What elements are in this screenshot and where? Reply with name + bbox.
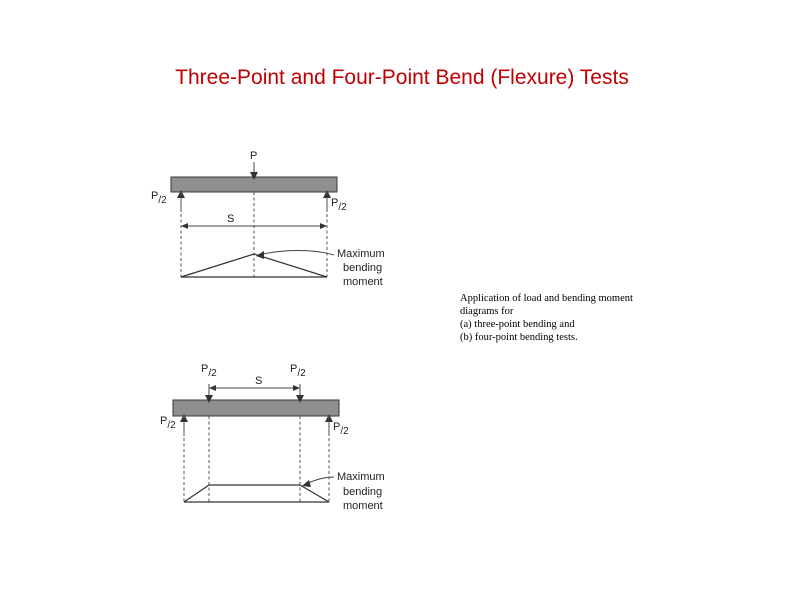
caption-line-4: (b) four-point bending tests. [460,332,578,343]
span-label-a: S [227,213,235,225]
left-load-label-b: P/2 [201,363,217,379]
right-load-label-b: P/2 [290,363,306,379]
slide-title: Three-Point and Four-Point Bend (Flexure) Tests [175,66,629,89]
right-support-label-b: P/2 [333,421,349,437]
right-support-label-a: P/2 [331,197,347,213]
moment-label-b-line3: moment [343,500,383,512]
span-arrowhead-right-b [293,385,300,391]
moment-label-a-line3: moment [343,276,383,288]
span-arrowhead-left-b [209,385,216,391]
moment-label-a-line2: bending [343,262,383,274]
moment-trapezoid-b [184,485,329,502]
load-label-a: P [250,150,258,162]
caption-line-1: Application of load and bending moment [460,293,633,304]
moment-label-b-line1: Maximum [337,471,385,483]
span-label-b: S [255,375,263,387]
beam-b [173,400,339,416]
caption-line-3: (a) three-point bending and [460,319,575,330]
left-support-label-b: P/2 [160,415,176,431]
moment-leader-arrowhead-b [302,480,311,487]
left-support-label-a: P/2 [151,190,167,206]
caption-line-2: diagrams for [460,306,514,317]
moment-label-b-line2: bending [343,486,383,498]
moment-label-a-line1: Maximum [337,248,385,260]
